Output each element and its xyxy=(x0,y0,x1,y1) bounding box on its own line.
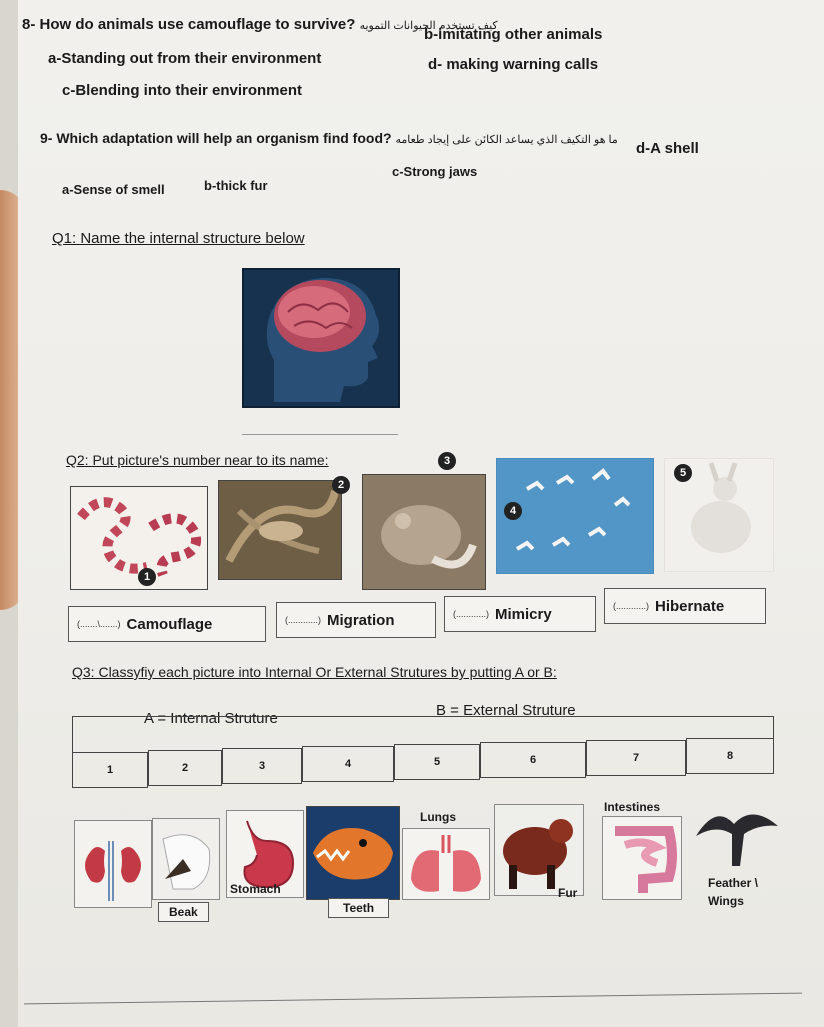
answer-row[interactable] xyxy=(72,716,774,752)
picture-beak xyxy=(152,818,220,900)
q1-title: Q1: Name the internal structure below xyxy=(52,230,305,247)
answer-label: Migration xyxy=(327,611,395,629)
picture-wings xyxy=(692,800,780,872)
grid-header-2: 2 xyxy=(148,750,222,786)
label-fur: Fur xyxy=(558,886,578,900)
bird-wings-icon xyxy=(692,800,780,872)
label-intestines: Intestines xyxy=(604,800,661,814)
grid-header-7: 7 xyxy=(586,740,686,776)
picture-number-1: 1 xyxy=(138,568,156,586)
q9-option-d[interactable]: d-A shell xyxy=(636,140,699,157)
q8-option-a[interactable]: a-Standing out from their environment xyxy=(48,50,322,67)
label-stomach: Stomach xyxy=(230,882,281,896)
grid-header-6: 6 xyxy=(480,742,586,778)
legend-internal: A = Internal Struture xyxy=(144,710,278,727)
q8-option-d[interactable]: d- making warning calls xyxy=(428,56,599,73)
label-teeth: Teeth xyxy=(328,898,389,918)
label-lungs: Lungs xyxy=(420,810,456,824)
intestines-icon xyxy=(603,817,681,899)
answer-label: Mimicry xyxy=(495,605,552,623)
answer-blank[interactable]: (.......\.......) xyxy=(77,619,121,629)
picture-teeth-fish xyxy=(306,806,400,900)
picture-lungs xyxy=(402,828,490,900)
grid-header-4: 4 xyxy=(302,746,394,782)
q3-title: Q3: Classyfiy each picture into Internal Or External Strutures by putting A or B: xyxy=(72,664,557,680)
grid-header-8: 8 xyxy=(686,738,774,774)
grid-header-1: 1 xyxy=(72,752,148,788)
beak-icon xyxy=(153,819,219,899)
red-panda-icon xyxy=(495,805,583,895)
mouse-icon xyxy=(363,475,485,589)
picture-intestines xyxy=(602,816,682,900)
answer-box-camouflage[interactable] xyxy=(68,606,266,642)
legend-external: B = External Struture xyxy=(436,702,576,719)
answer-box-hibernate[interactable] xyxy=(604,588,766,624)
q9-option-b[interactable]: b-thick fur xyxy=(204,178,268,193)
q8-question: 8- How do animals use camouflage to survive? كيف تستخدم الحيوانات التمويه xyxy=(22,16,498,33)
head-brain-icon xyxy=(244,270,394,402)
grid-header-3: 3 xyxy=(222,748,302,784)
q9-option-a[interactable]: a-Sense of smell xyxy=(62,182,165,197)
brain-image xyxy=(242,268,400,408)
picture-fur-panda xyxy=(494,804,584,896)
answer-box-mimicry[interactable] xyxy=(444,596,596,632)
answer-line xyxy=(242,434,398,435)
label-wings: Wings xyxy=(708,894,744,908)
answer-label: Hibernate xyxy=(655,597,725,615)
q8-option-b[interactable]: b-imitating other animals xyxy=(424,26,603,43)
picture-leaf-insect xyxy=(218,480,342,580)
answer-blank[interactable]: (............) xyxy=(285,615,321,625)
fish-teeth-icon xyxy=(307,807,399,899)
picture-kidneys xyxy=(74,820,152,908)
leaf-insect-icon xyxy=(219,481,341,579)
picture-number-2: 2 xyxy=(332,476,350,494)
q9-question: 9- Which adaptation will help an organism find food? ما هو التكيف الذي يساعد الكائن على إيجاد طعامه xyxy=(40,130,618,146)
label-beak: Beak xyxy=(158,902,209,922)
picture-number-3: 3 xyxy=(438,452,456,470)
grid-header-5: 5 xyxy=(394,744,480,780)
picture-hibernating-mouse xyxy=(362,474,486,590)
q8-option-c[interactable]: c-Blending into their environment xyxy=(62,82,303,99)
q2-title: Q2: Put picture's number near to its name: xyxy=(66,452,329,468)
picture-number-5: 5 xyxy=(674,464,692,482)
label-feather: Feather \ xyxy=(708,876,759,890)
answer-label: Camouflage xyxy=(126,615,213,633)
answer-blank[interactable]: (............) xyxy=(613,601,649,611)
picture-number-4: 4 xyxy=(504,502,522,520)
q9-arabic: ما هو التكيف الذي يساعد الكائن على إيجاد طعامه xyxy=(395,134,618,146)
q9-option-c[interactable]: c-Strong jaws xyxy=(392,164,478,179)
q8-arabic: كيف تستخدم الحيوانات التمويه xyxy=(359,20,498,32)
answer-blank[interactable]: (............) xyxy=(453,609,489,619)
answer-box-migration[interactable] xyxy=(276,602,436,638)
kidneys-icon xyxy=(75,821,151,907)
lungs-icon xyxy=(403,829,489,899)
